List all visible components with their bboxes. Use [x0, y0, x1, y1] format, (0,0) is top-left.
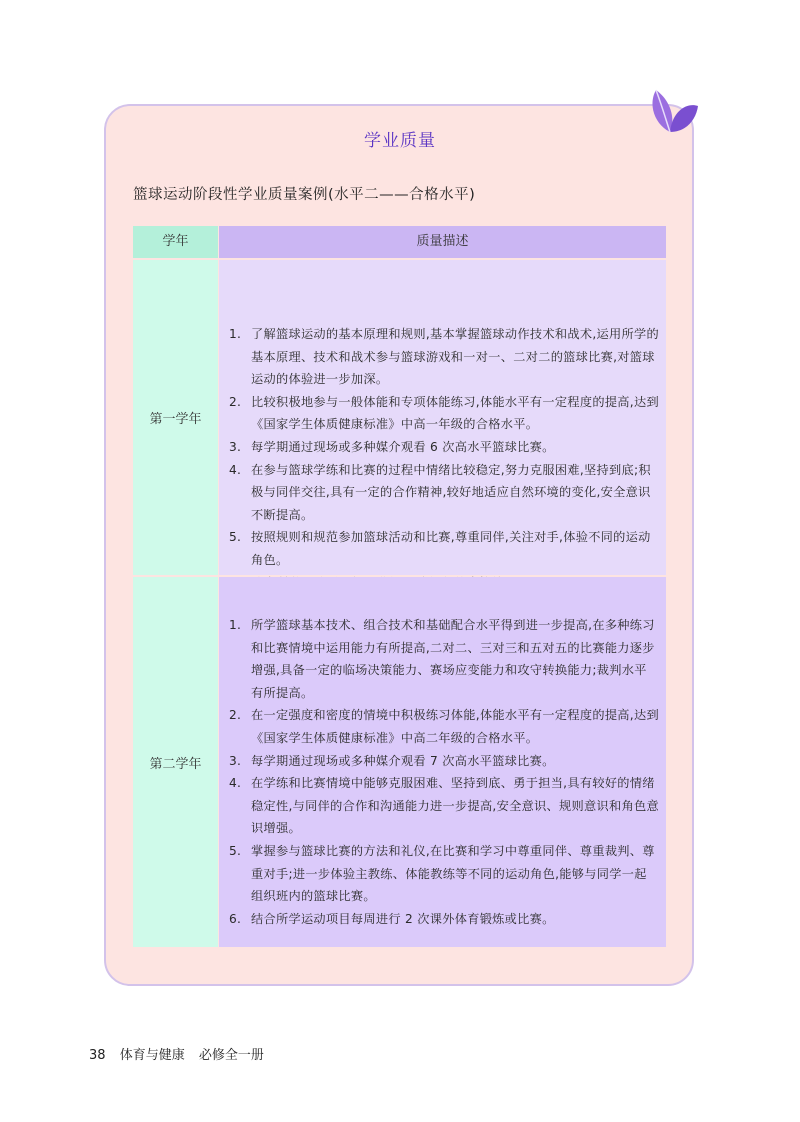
list-item: 3. 每学期通过现场或多种媒介观看 6 次高水平篮球比赛。: [229, 439, 555, 454]
list-item: 4. 在参与篮球学练和比赛的过程中情绪比较稳定,努力克服困难,坚持到底;积极与同伴交往,具有一定的合作精神,较好地适应自然环境的变化,安全意识不断提高。: [229, 462, 651, 522]
year-label: 第二学年: [149, 756, 202, 772]
list-item: 6. 结合所学运动项目每周进行 2 次课外体育锻炼或比赛。: [229, 911, 555, 926]
list-item: 1. 所学篮球基本技术、组合技术和基础配合水平得到进一步提高,在多种练习和比赛情境中运用能力有所提高,二对二、三对三和五对五的比赛能力逐步增强,具备一定的临场决策能力、赛场应变能力和攻守转换能力;裁判水平有所提高。: [229, 618, 655, 700]
list-item: 5. 掌握参与篮球比赛的方法和礼仪,在比赛和学习中尊重同伴、尊重裁判、尊重对手;进一步体验主教练、体能教练等不同的运动角色,能够与同学一起组织班内的篮球比赛。: [229, 843, 655, 904]
column-header-year: 学年: [133, 226, 218, 258]
page-footer: [89, 1044, 274, 1063]
year-cell-first: [133, 260, 218, 575]
page-number: 38: [89, 1048, 106, 1063]
description-cell-first: [219, 260, 666, 575]
list-item: 5. 按照规则和规范参加篮球活动和比赛,尊重同伴,关注对手,体验不同的运动角色。: [229, 530, 651, 567]
list-item: 4. 在学练和比赛情境中能够克服困难、坚持到底、勇于担当,具有较好的情绪稳定性,与同伴的合作和沟通能力进一步提高,安全意识、规则意识和角色意识增强。: [229, 776, 659, 836]
list-item: 1. 了解篮球运动的基本原理和规则,基本掌握篮球动作技术和战术,运用所学的基本原理、技术和战术参与篮球游戏和一对一、二对二的篮球比赛,对篮球运动的体验进一步加深。: [229, 327, 659, 387]
description-cell-second: [219, 577, 666, 947]
year-label: 第一学年: [149, 412, 202, 427]
year-cell-second: [133, 577, 218, 947]
list-item: 3. 每学期通过现场或多种媒介观看 7 次高水平篮球比赛。: [229, 753, 555, 768]
column-header-description: 质量描述: [219, 226, 666, 258]
list-item: 2. 在一定强度和密度的情境中积极练习体能,体能水平有一定程度的提高,达到《国家学生体质健康标准》中高二年级的合格水平。: [229, 708, 659, 745]
section-title: 学业质量: [364, 131, 436, 151]
book-title: 体育与健康: [119, 1048, 185, 1063]
list-item: 2. 比较积极地参与一般体能和专项体能练习,体能水平有一定程度的提高,达到《国家学生体质健康标准》中高一年级的合格水平。: [229, 394, 659, 432]
case-subtitle: 篮球运动阶段性学业质量案例(水平二——合格水平): [133, 187, 476, 203]
volume-label: 必修全一册: [198, 1048, 264, 1063]
